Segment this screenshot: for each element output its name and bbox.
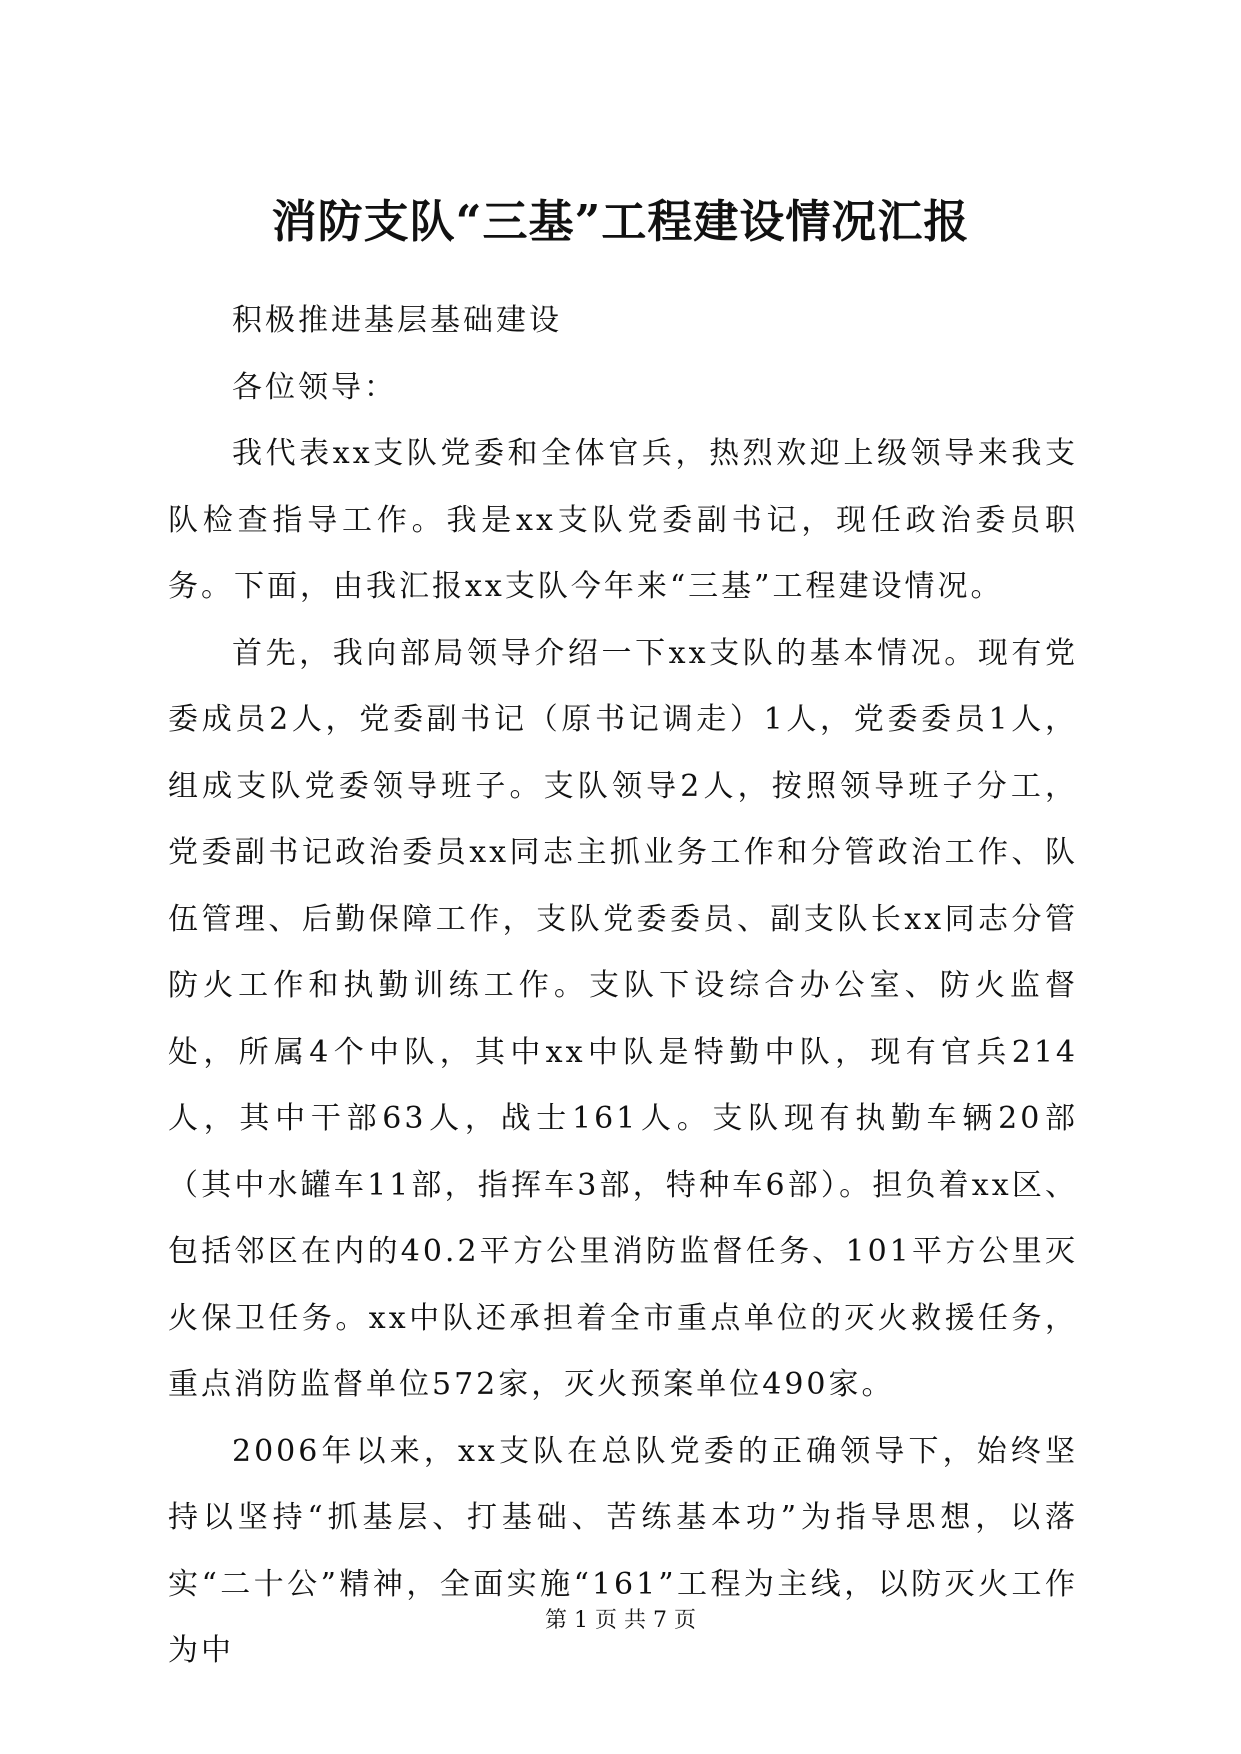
- salutation-paragraph: 各位领导：: [232, 369, 397, 405]
- intro-paragraph: 我代表xx支队党委和全体官兵，热烈欢迎上级领导来我支队检查指导工作。我是xx支队党委副书记，现任政治委员职务。下面，由我汇报xx支队今年来“三基”工程建设情况。: [168, 436, 1078, 604]
- since-2006-paragraph: 2006年以来，xx支队在总队党委的正确领导下，始终坚持以坚持“抓基层、打基础、苦练基本功”为指导思想，以落实“二十公”精神，全面实施“161”工程为主线，以防灭火工作为中: [168, 1433, 1078, 1668]
- document-title: 消防支队“三基”工程建设情况汇报: [271, 195, 970, 248]
- document-body: [168, 288, 1078, 1685]
- subtitle-paragraph: 积极推进基层基础建设: [232, 303, 562, 338]
- basic-info-paragraph: 首先，我向部局领导介绍一下xx支队的基本情况。现有党委成员2人，党委副书记（原书记调走）1人，党委委员1人，组成支队党委领导班子。支队领导2人，按照领导班子分工，党委副书记政治委员xx同志主抓业务工作和分管政治工作、队伍管理、后勤保障工作，支队党委委员、副支队长xx同志分管防火工作和执勤训练工作。支队下设综合办公室、防火监督处，所属4个中队，其中xx中队是特勤中队，现有官兵214人，其中干部63人，战士161人。支队现有执勤车辆20部（其中水罐车11部，指挥车3部，特种车6部）。担负着xx区、包括邻区在内的40.2平方公里消防监督任务、101平方公里灭火保卫任务。xx中队还承担着全市重点单位的灭火救援任务，重点消防监督单位572家，灭火预案单位490家。: [168, 635, 1078, 1402]
- page-number-footer: 第 1 页 共 7 页: [545, 1608, 696, 1633]
